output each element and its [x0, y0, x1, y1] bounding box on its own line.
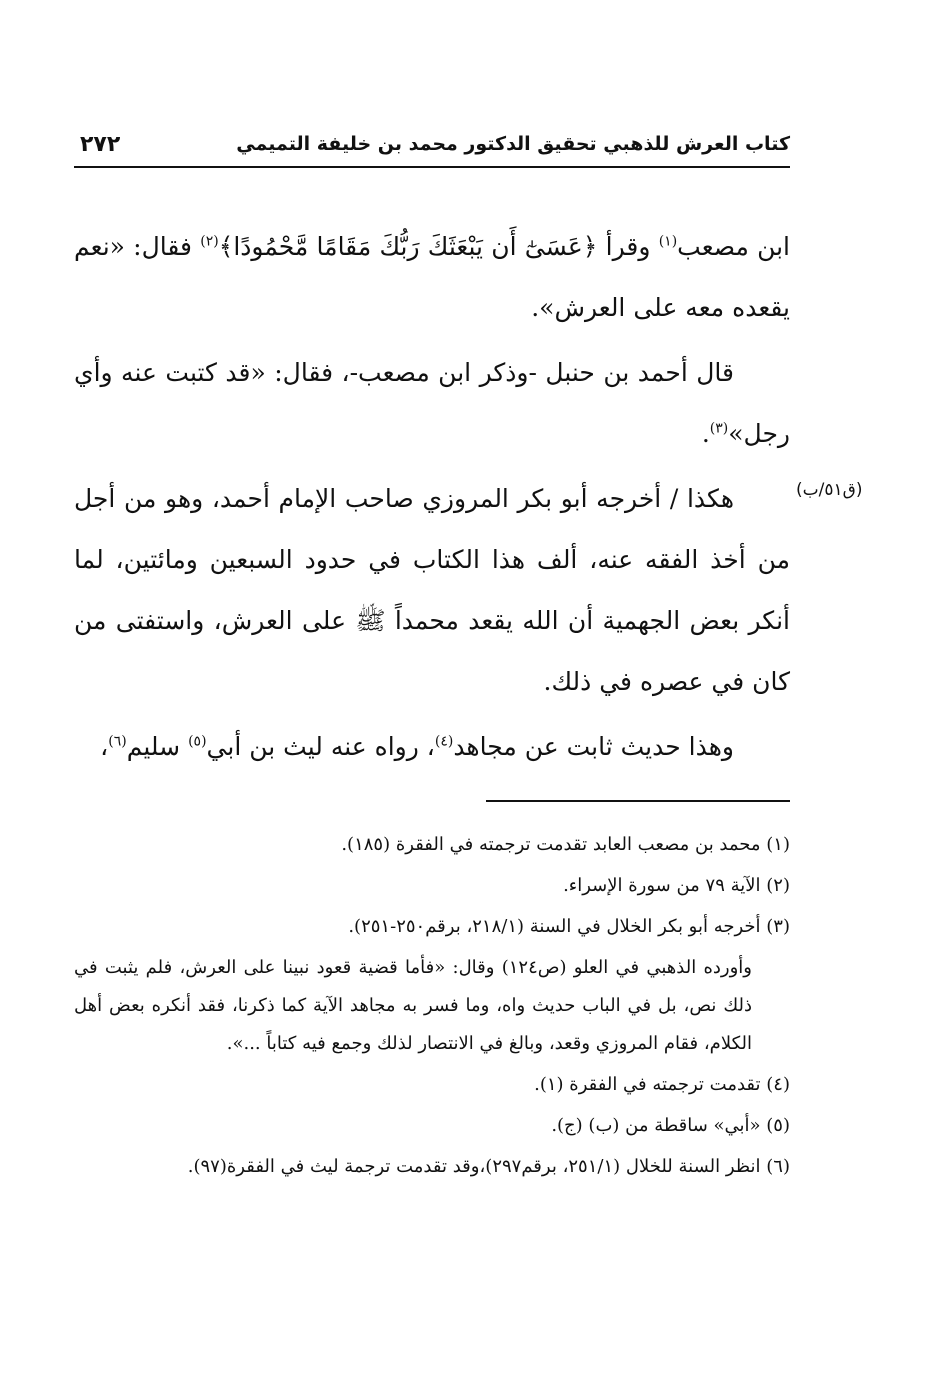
footnote-separator	[486, 800, 790, 802]
footnote-3-continuation: وأورده الذهبي في العلو (ص١٢٤) وقال: «فأما قضية قعود نبينا على العرش، فلم يثبت في ذلك نص، بل في الباب حديث واه، وما فسر به مجاهد الآية كما ذكرنا، فقد أنكره بعض أهل الكلام، فقام المروزي وقعد، وبالغ في الانتصار لذلك وجمع فيه كتاباً ...».	[74, 957, 752, 1054]
manuscript-folio-note: (ق٥١/ب)	[796, 480, 863, 500]
footnote-ref-6: (٦)	[108, 733, 127, 750]
footnote-2: (٢) الآية ٧٩ من سورة الإسراء.	[563, 875, 790, 896]
footnote-1: (١) محمد بن مصعب العابد تقدمت ترجمته في الفقرة (١٨٥).	[341, 834, 790, 855]
footnote-6: (٦) انظر السنة للخلال (٢٥١/١، برقم٢٩٧)،وقد تقدمت ترجمة ليث في الفقرة(٩٧).	[187, 1156, 790, 1177]
footnote-ref-5: (٥)	[188, 733, 207, 750]
paragraph-1-text-b: وقرأ ﴿عَسَىٰٓ أَن يَبْعَثَكَ رَبُّكَ مَقَامًا مَّحْمُودًا﴾	[218, 232, 659, 261]
paragraph-2-text-a: قال أحمد بن حنبل -وذكر ابن مصعب-، فقال: «قد كتبت عنه وأي رجل»	[74, 358, 790, 448]
paragraph-3: هكذا / أخرجه أبو بكر المروزي صاحب الإمام أحمد، وهو من أجل من أخذ الفقه عنه، ألف هذا الكتاب في حدود السبعين ومائتين، لما أنكر بعض الجهمية أن الله يقعد محمداً ﷺ على العرش، واستفتى من كان في عصره في ذلك.	[74, 484, 790, 696]
footnote-4: (٤) تقدمت ترجمته في الفقرة (١).	[534, 1074, 790, 1095]
book-title: كتاب العرش للذهبي تحقيق الدكتور محمد بن خليفة التميمي	[236, 133, 790, 155]
paragraph-4-text-b: ، رواه عنه ليث بن أبي	[206, 732, 435, 761]
footnote-ref-2: (٢)	[200, 233, 219, 250]
running-header	[74, 128, 790, 168]
footnote-5: (٥) «أبي» ساقطة من (ب) (ج).	[551, 1115, 790, 1136]
paragraph-4	[74, 716, 790, 777]
paragraph-4-text-a: وهذا حديث ثابت عن مجاهد	[453, 732, 734, 761]
page-number: ٢٧٢	[80, 131, 121, 157]
paragraph-4-text-d: ،	[100, 732, 109, 761]
main-text	[74, 216, 790, 781]
footnotes	[74, 826, 790, 1189]
footnote-ref-1: (١)	[658, 233, 678, 250]
paragraph-2	[74, 342, 790, 464]
footnote-ref-3: (٣)	[709, 420, 729, 437]
paragraph-1	[74, 216, 790, 338]
footnote-ref-4: (٤)	[434, 733, 454, 750]
paragraph-4-text-c: سليم	[126, 732, 189, 761]
footnote-3: (٣) أخرجه أبو بكر الخلال في السنة (٢١٨/١، برقم٢٥٠-٢٥١).	[348, 916, 790, 937]
paragraph-2-text-b: .	[701, 419, 710, 448]
paragraph-1-text-c: فقال: «نعم يقعده معه على العرش».	[74, 232, 790, 322]
paragraph-1-text-a: ابن مصعب	[677, 232, 791, 261]
